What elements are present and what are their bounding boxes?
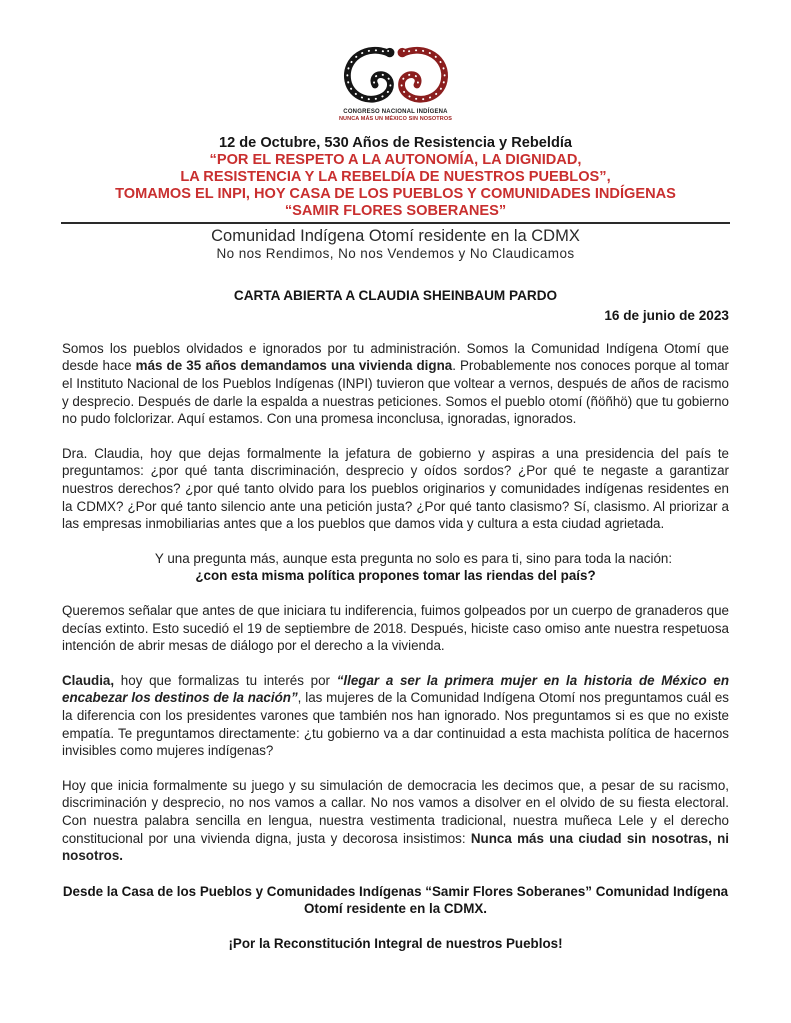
letter-body [62, 288, 729, 953]
cni-logo [333, 40, 459, 122]
paragraph-3: Queremos señalar que antes de que iniciara tu indiferencia, fuimos golpeados por un cuerpo de granaderos que decías extinto. Esto sucedió el 19 de septiembre de 2018. Después, hiciste caso omiso ante nuestra respetuosa intención de abrir mesas de diálogo por el derecho a la vivienda. [62, 603, 729, 654]
cni-serpents-icon [333, 40, 459, 108]
letterhead [0, 0, 791, 262]
question-line-1: Y una pregunta más, aunque esta pregunta no solo es para ti, sino para toda la nación: [154, 550, 673, 566]
header-title: 12 de Octubre, 530 Años de Resistencia y Rebeldía [218, 134, 573, 151]
header-red-line-3: TOMAMOS EL INPI, HOY CASA DE LOS PUEBLOS Y COMUNIDADES INDÍGENAS [115, 185, 676, 202]
header-red-line-2: LA RESISTENCIA Y LA REBELDÍA DE NUESTROS PUEBLOS”, [180, 168, 611, 185]
closing-signature: Desde la Casa de los Pueblos y Comunidades Indígenas “Samir Flores Soberanes” Comunidad Indígena Otomí residente en la CDMX. [62, 883, 729, 917]
paragraph-4: Claudia, hoy que formalizas tu interés por “llegar a ser la primera mujer en la historia de México en encabezar los destinos de la nación”, las mujeres de la Comunidad Indígena Otomí nos preguntamos cuál es la diferencia con los presidentes varones que también nos han ignorado. Nos preguntamos si es que no existe empatía. Te preguntamos directamente: ¿tu gobierno va a dar continuidad a esta machista política de hacernos invisibles como mujeres indígenas? [62, 672, 730, 759]
community-line: Comunidad Indígena Otomí residente en la CDMX [211, 226, 580, 245]
letter-title: CARTA ABIERTA A CLAUDIA SHEINBAUM PARDO [233, 287, 558, 303]
header-divider [61, 222, 730, 224]
logo-caption [333, 109, 459, 122]
header-red-line-1: “POR EL RESPETO A LA AUTONOMÍA, LA DIGNIDAD, [209, 151, 582, 168]
closing-slogan: ¡Por la Reconstitución Integral de nuestros Pueblos! [228, 935, 563, 951]
question-line-2: ¿con esta misma política propones tomar las riendas del país? [195, 568, 596, 584]
letter-date: 16 de junio de 2023 [604, 307, 729, 323]
paragraph-1: Somos los pueblos olvidados e ignorados por tu administración. Somos la Comunidad Indígena Otomí que desde hace más de 35 años demandamos una vivienda digna. Probablemente nos conoces porque al tomar el Instituto Nacional de los Pueblos Indígenas (INPI) tuvieron que voltear a vernos, después de años de racismo y desprecio. Después de darle la espalda a nuestras peticiones. Somos el pueblo otomí (ñöñhö) que tu gobierno no pudo folclorizar. Aquí estamos. Con una promesa inconclusa, ignoradas, ignorados. [62, 340, 729, 427]
header-red-line-4: “SAMIR FLORES SOBERANES” [284, 202, 507, 219]
motto-line: No nos Rendimos, No nos Vendemos y No Claudicamos [216, 245, 575, 261]
paragraph-5: Hoy que inicia formalmente su juego y su simulación de democracia les decimos que, a pesar de su racismo, discriminación y desprecio, no nos vamos a callar. No nos vamos a disolver en el olvido de su fiesta electoral. Con nuestra palabra sencilla en lengua, nuestra vestimenta tradicional, nuestra muñeca Lele y el derecho constitucional por una vivienda digna, justa y decorosa insistimos: Nunca más una ciudad sin nosotras, ni nosotros. [62, 777, 730, 864]
question-block [62, 550, 729, 585]
logo-caption-line1: CONGRESO NACIONAL INDÍGENA [343, 109, 448, 115]
logo-caption-line2: NUNCA MÁS UN MÉXICO SIN NOSOTROS [338, 115, 452, 122]
paragraph-2: Dra. Claudia, hoy que dejas formalmente la jefatura de gobierno y aspiras a una presidencia del país te preguntamos: ¿por qué tanta discriminación, desprecio y oídos sordos? ¿Por qué te negaste a garantizar nuestros derechos? ¿por qué tanto olvido para los pueblos originarios y comunidades indígenas residentes en la CDMX? ¿Por qué tanto silencio ante una petición justa? ¿Por qué tanto clasismo? Sí, clasismo. Al priorizar a las empresas inmobiliarias antes que a los pueblos que damos vida y cultura a esta ciudad agrietada. [62, 445, 729, 532]
